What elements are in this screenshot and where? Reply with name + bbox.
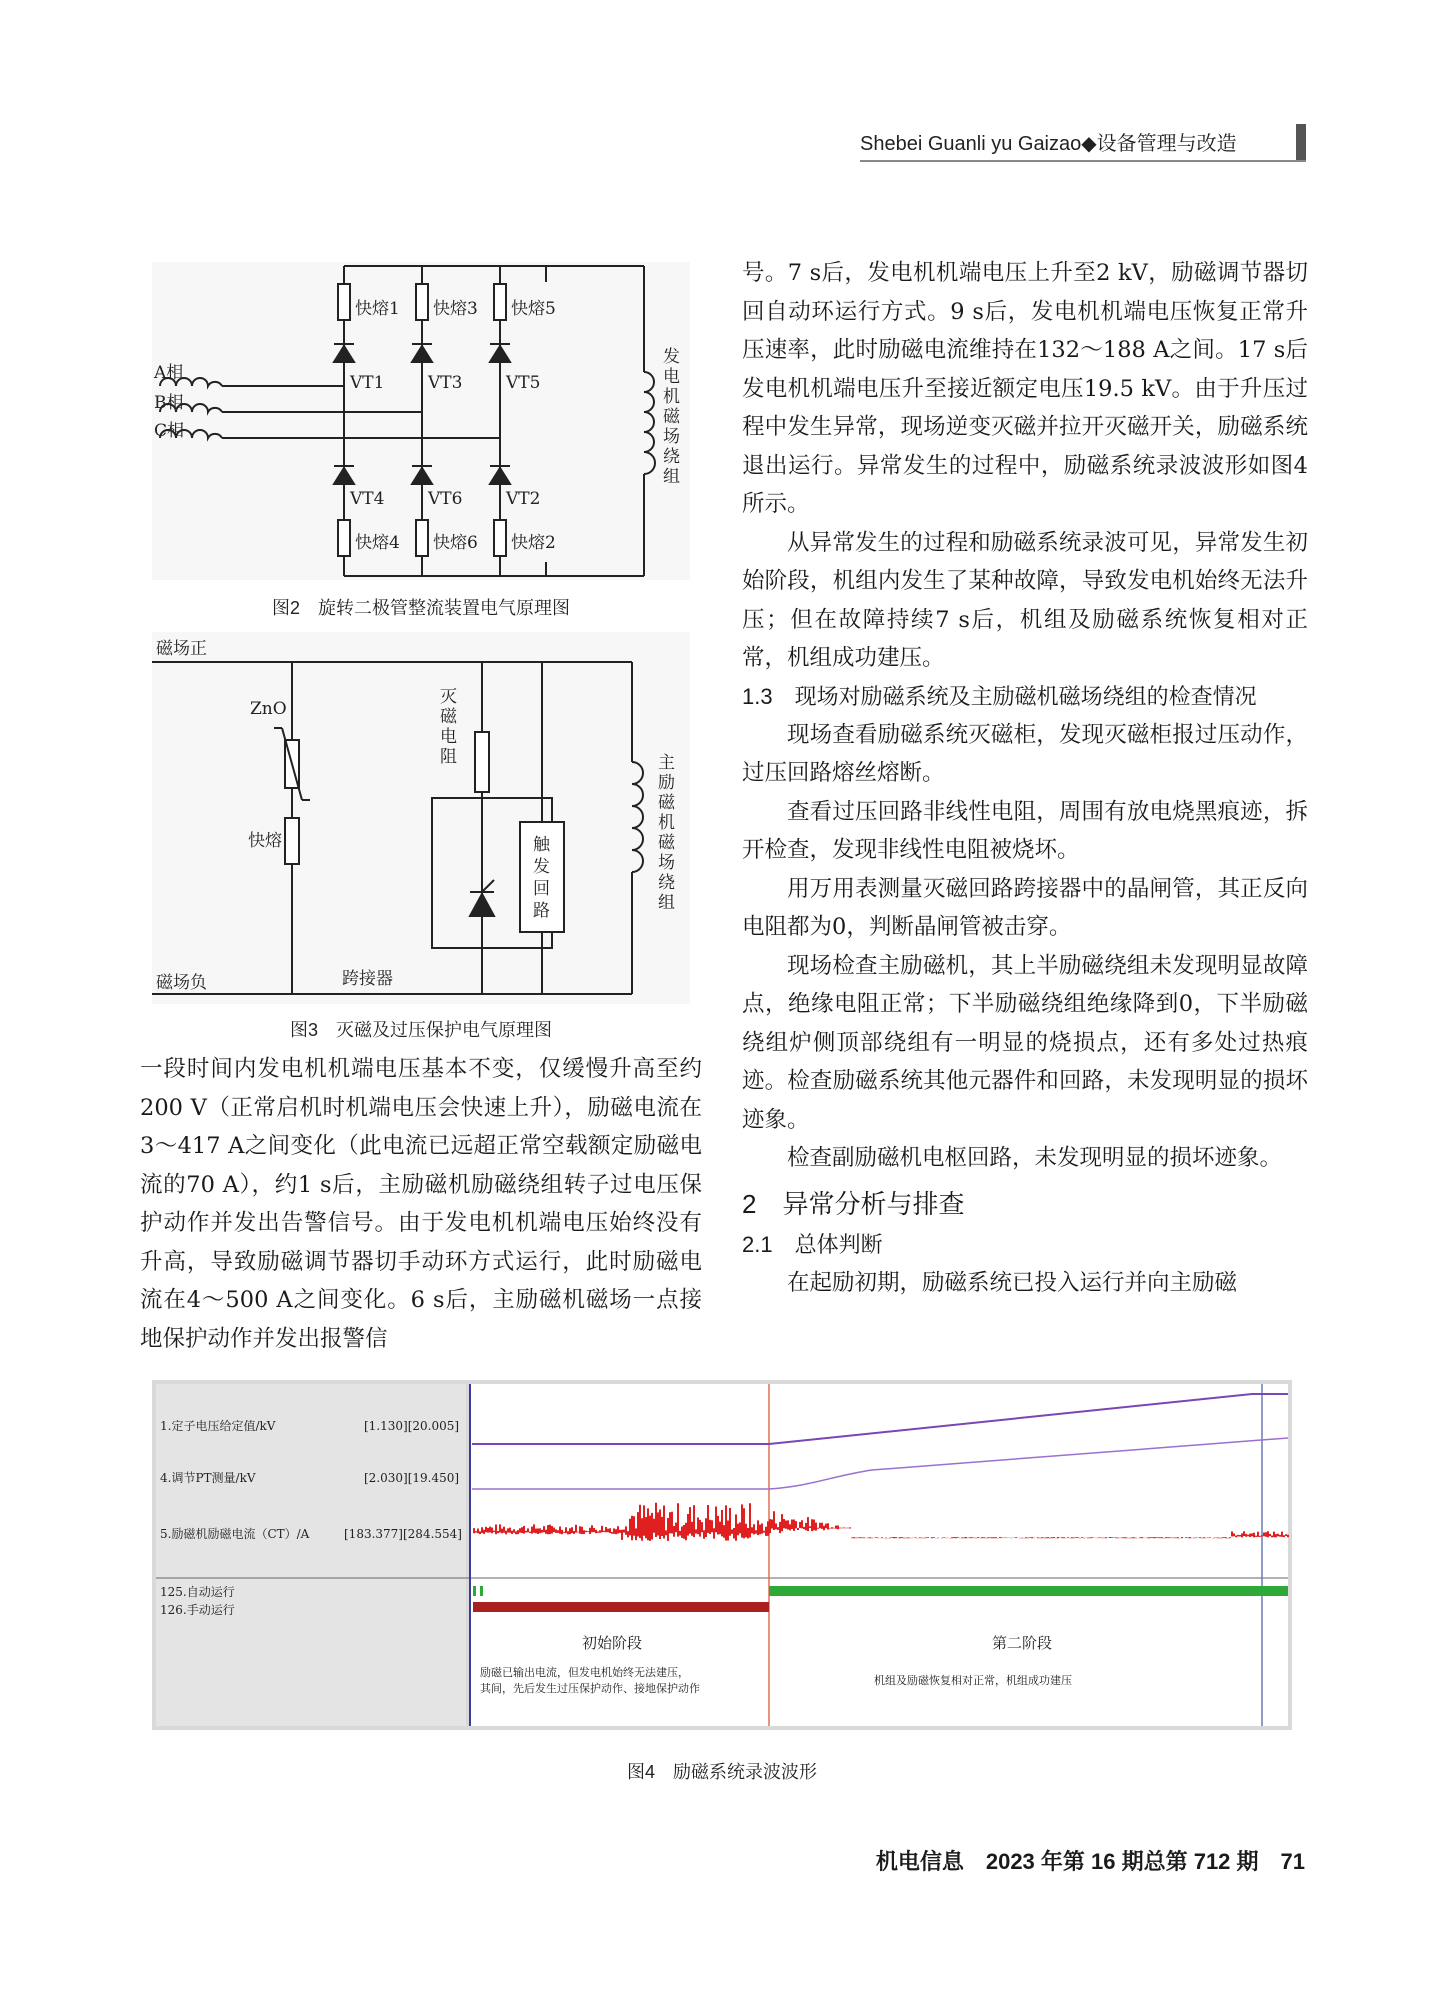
paragraph: 在起励初期，励磁系统已投入运行并向主励磁 [787, 1269, 1238, 1296]
svg-text:场: 场 [658, 853, 675, 873]
page-footer: 机电信息 2023 年第 16 期总第 712 期 71 [875, 1849, 1305, 1874]
section-heading-1-3: 1.3 现场对励磁系统及主励磁机磁场绕组的检查情况 [742, 683, 1257, 709]
auto-run-bar [769, 1586, 1288, 1596]
svg-text:组: 组 [663, 467, 680, 487]
section-heading-2: 2 异常分析与排查 [742, 1188, 965, 1219]
vt-label-1: VT1 [350, 373, 385, 393]
svg-text:电: 电 [440, 727, 457, 747]
paragraph: 从异常发生的过程和励磁系统录波可见，异常发生初始阶段，机组内发生了某种故障，导致发电机始终无法升压；但在故障持续7 s后，机组及励磁系统恢复相对正常，机组成功建压。 [742, 529, 1308, 671]
figure-4-caption: 图4 励磁系统录波波形 [626, 1762, 817, 1782]
paragraph: 用万用表测量灭磁回路跨接器中的晶闸管，其正反向电阻都为0，判断晶闸管被击穿。 [742, 875, 1308, 940]
fuse-label-5: 快熔5 [511, 299, 556, 319]
vt-label-5: VT5 [506, 373, 541, 393]
phase-a-label: A相 [154, 363, 184, 383]
generator-winding-label [663, 347, 681, 487]
field-negative-label: 磁场负 [156, 973, 207, 993]
fuse-label: 快熔 [248, 831, 282, 851]
svg-text:绕: 绕 [658, 873, 675, 893]
svg-text:绕: 绕 [663, 447, 680, 467]
stage-2-desc: 机组及励磁恢复相对正常，机组成功建压 [874, 1674, 1072, 1687]
diamond-icon: ◆ [1081, 133, 1097, 155]
svg-text:发: 发 [663, 347, 680, 367]
phase-c-label: C相 [154, 421, 185, 441]
channel-4-label: 4.调节PT测量/kV [160, 1471, 256, 1485]
journal-name-cn: 设备管理与改造 [1096, 133, 1237, 155]
stage-2-title: 第二阶段 [992, 1634, 1053, 1652]
svg-text:发: 发 [533, 857, 550, 877]
stage-1-desc-line-1: 励磁已输出电流，但发电机始终无法建压， [480, 1666, 689, 1679]
crowbar-label: 跨接器 [342, 969, 393, 989]
svg-text:路: 路 [533, 901, 550, 921]
stage-1-desc-line-2: 其间，先后发生过压保护动作、接地保护动作 [480, 1682, 700, 1695]
header-bar [1296, 124, 1306, 160]
figure-3-caption: 图3 灭磁及过压保护电气原理图 [289, 1020, 552, 1040]
paragraph: 现场查看励磁系统灭磁柜，发现灭磁柜报过压动作，过压回路熔丝熔断。 [742, 721, 1308, 786]
paragraph: 查看过压回路非线性电阻，周围有放电烧黑痕迹，拆开检查，发现非线性电阻被烧坏。 [742, 798, 1308, 863]
section-heading-2-1: 2.1 总体判断 [742, 1231, 883, 1257]
svg-text:灭: 灭 [440, 687, 457, 707]
vt-label-6: VT6 [428, 489, 463, 509]
vt-label-3: VT3 [428, 373, 463, 393]
figure-4-waveform [152, 1380, 1292, 1730]
channel-1-label: 1.定子电压给定值/kV [160, 1419, 276, 1433]
svg-text:机: 机 [663, 387, 680, 407]
fuse-label-6: 快熔6 [433, 533, 478, 553]
svg-text:组: 组 [658, 893, 675, 913]
manual-run-bar [473, 1602, 769, 1612]
figure-2-caption: 图2 旋转二极管整流装置电气原理图 [271, 598, 570, 618]
svg-text:电: 电 [663, 367, 680, 387]
svg-text:励: 励 [658, 773, 675, 793]
journal-name-en: Shebei Guanli yu Gaizao [860, 133, 1082, 155]
vt-label-4: VT4 [350, 489, 385, 509]
svg-text:场: 场 [663, 427, 680, 447]
channel-1-range: [1.130][20.005] [364, 1419, 460, 1433]
field-positive-label: 磁场正 [156, 639, 207, 659]
figure-3-diagram [152, 632, 690, 1004]
channel-4-range: [2.030][19.450] [364, 1471, 460, 1485]
main-exciter-winding-label [658, 753, 676, 913]
stage-1-title: 初始阶段 [582, 1634, 643, 1652]
fuse-label-2: 快熔2 [511, 533, 556, 553]
left-column [140, 1050, 702, 1358]
zno-label: ZnO [250, 699, 287, 719]
figure-2-diagram [152, 262, 690, 580]
svg-text:磁: 磁 [658, 833, 675, 853]
paragraph: 现场检查主励磁机，其上半励磁绕组未发现明显故障点，绝缘电阻正常；下半励磁绕组绝缘降到0，下半励磁绕组炉侧顶部绕组有一明显的烧损点，还有多处过热痕迹。检查励磁系统其他元器件和回路，未发现明显的损坏迹象。 [742, 952, 1308, 1133]
paragraph: 检查副励磁机电枢回路，未发现明显的损坏迹象。 [787, 1145, 1283, 1171]
svg-text:主: 主 [658, 753, 675, 773]
discharge-resistor-label [440, 687, 458, 767]
running-header [860, 127, 1237, 156]
svg-text:磁: 磁 [440, 707, 457, 727]
right-column [742, 254, 1308, 1302]
fuse-label-3: 快熔3 [433, 299, 478, 319]
svg-text:阻: 阻 [440, 747, 457, 767]
paragraph: 一段时间内发电机机端电压基本不变，仅缓慢升高至约200 V（正常启机时机端电压会快速上升），励磁电流在3～417 A之间变化（此电流已远超正常空载额定励磁电流的70 A），约1 s后，主励磁机励磁绕组转子过电压保护动作并发出告警信号。由于发电机机端电压始终没有升高，导致励磁调节器切手动环方式运行，此时励磁电流在4～500 A之间变化。6 s后，主励磁机磁场一点接地保护动作并发出报警信 [140, 1056, 702, 1352]
svg-text:机: 机 [658, 813, 675, 833]
svg-text:回: 回 [533, 879, 550, 899]
vt-label-2: VT2 [506, 489, 541, 509]
channel-5-range: [183.377][284.554] [344, 1527, 462, 1541]
paragraph: 号。7 s后，发电机机端电压上升至2 kV，励磁调节器切回自动环运行方式。9 s后，发电机机端电压恢复正常升压速率，此时励磁电流维持在132～188 A之间。17 s后发电机机端电压升至接近额定电压19.5 kV。由于升压过程中发生异常，现场逆变灭磁并拉开灭磁开关，励磁系统退出运行。异常发生的过程中，励磁系统录波波形如图4所示。 [742, 260, 1308, 517]
svg-text:磁: 磁 [658, 793, 675, 813]
digital-auto-label: 125.自动运行 [160, 1585, 235, 1599]
fuse-label-1: 快熔1 [355, 299, 400, 319]
header-rule [860, 160, 1306, 162]
svg-text:触: 触 [533, 835, 550, 855]
svg-text:磁: 磁 [663, 407, 680, 427]
phase-b-label: B相 [154, 393, 184, 413]
fuse-label-4: 快熔4 [355, 533, 400, 553]
channel-5-label: 5.励磁机励磁电流（CT）/A [160, 1527, 310, 1541]
digital-manual-label: 126.手动运行 [160, 1603, 235, 1617]
